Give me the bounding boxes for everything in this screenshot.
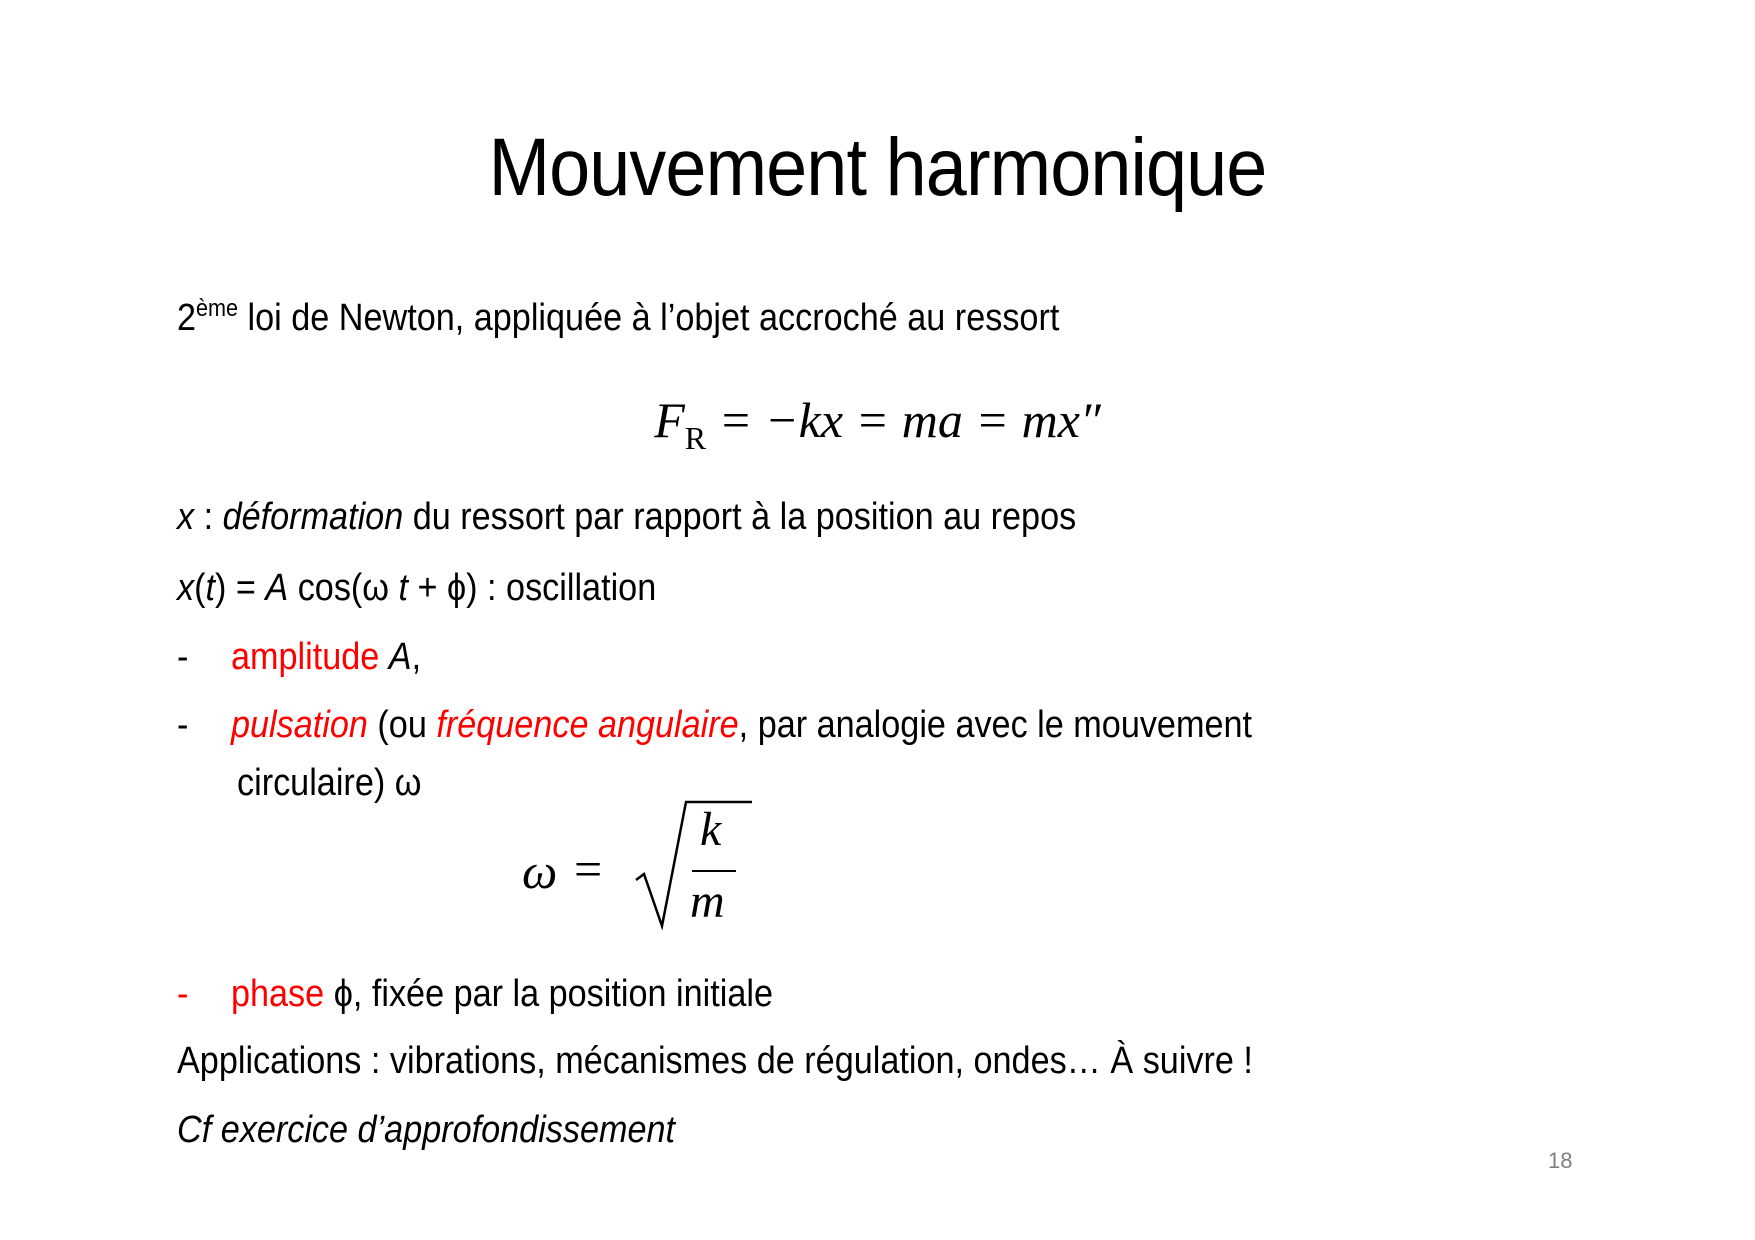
cos-text: cos(ω [288,567,399,609]
slide-title: Mouvement harmonique [488,122,1267,213]
fraction-bar [692,870,736,872]
pulsation-term: pulsation [231,704,368,746]
bullet-dash: - [177,704,189,746]
force-equation [0,392,1755,466]
amplitude-term: amplitude [231,636,380,678]
var-A: A [265,567,289,609]
paren: ( [194,567,206,609]
numerator-k: k [700,803,722,856]
separator: : [194,496,223,538]
var-t: t [398,567,409,609]
bullet-dash: - [177,973,189,1015]
bullet-phase [177,971,773,1017]
comma: , [411,636,422,678]
pulsation-mid: (ou [367,704,437,746]
deformation-term: déformation [222,496,404,538]
equals-sign: = [574,841,603,897]
angular-frequency-term: fréquence angulaire [436,704,739,746]
bullet-dash: - [177,636,189,678]
oscillation-tail: + ϕ) : oscillation [408,567,657,609]
space [379,636,389,678]
applications-line: Applications : vibrations, mécanismes de régulation, ondes… À suivre ! [177,1040,1253,1082]
oscillation-line [177,565,656,611]
bullet-amplitude [177,634,421,680]
deformation-text: du ressort par rapport à la position au repos [403,496,1077,538]
force-subscript: R [684,420,707,456]
equals: ) = [214,567,266,609]
force-symbol: F [654,392,685,448]
var-x: x [177,496,195,538]
force-equation-rest: = −kx = ma = mx″ [706,392,1101,448]
denominator-m: m [690,875,725,928]
page-number: 18 [1548,1148,1573,1173]
ordinal-sup: ème [196,295,239,322]
newton-text: loi de Newton, appliquée à l’objet accroché au ressort [238,297,1060,339]
var-A: A [388,636,412,678]
cf-exercise-line: Cf exercice d’approfondissement [177,1109,676,1151]
omega-symbol: ω [522,843,558,899]
ordinal: 2 [177,297,197,339]
phase-tail: ϕ, fixée par la position initiale [324,973,773,1015]
var-x: x [177,567,195,609]
var-t: t [205,567,215,609]
deformation-line [177,494,1076,540]
bullet-pulsation-line2: circulaire) ω [237,762,422,804]
pulsation-tail: , par analogie avec le mouvement [738,704,1252,746]
bullet-pulsation [177,702,1252,748]
phase-term: phase [231,973,325,1015]
newton-law-line [177,286,1059,341]
omega-equation [522,800,752,930]
